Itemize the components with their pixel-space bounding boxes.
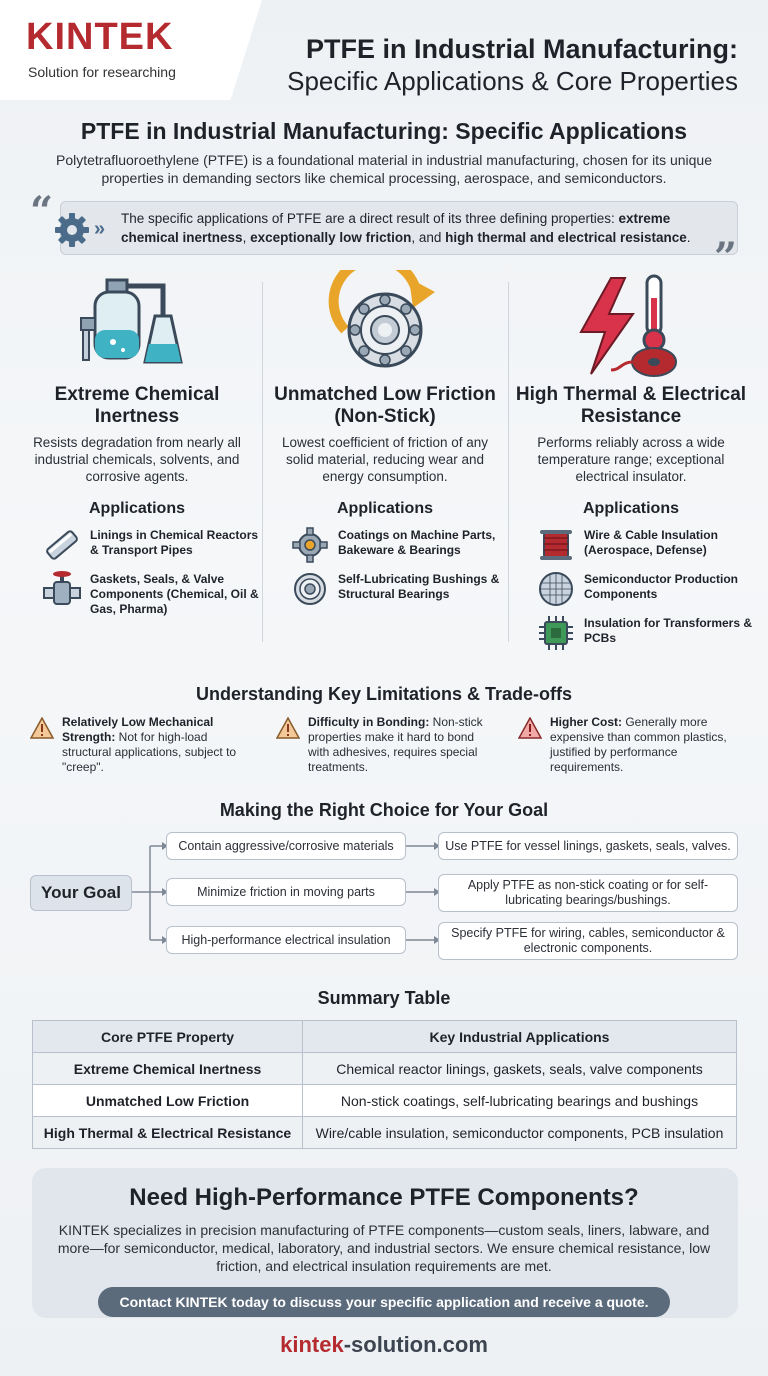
column-description: Performs reliably across a wide temperature range; exceptional electrical insulator. <box>537 435 725 484</box>
warning-icon <box>276 717 300 739</box>
page-title-line1: PTFE in Industrial Manufacturing: <box>306 34 738 64</box>
bearing-icon <box>290 570 330 608</box>
column-description: Resists degradation from nearly all industrial chemicals, solvents, and corrosive agents. <box>33 435 241 484</box>
goal-option: Contain aggressive/corrosive materials <box>166 832 406 860</box>
gear-icon <box>52 210 92 250</box>
applications-heading: Applications <box>582 500 679 517</box>
contact-button[interactable]: Contact KINTEK today to discuss your specific application and receive a quote. <box>98 1287 670 1317</box>
property-column-friction <box>262 270 508 650</box>
your-goal-label: Your Goal <box>30 875 132 911</box>
table-row <box>33 1117 737 1149</box>
application-item: Linings in Chemical Reactors & Transport Pipes <box>42 526 260 566</box>
property-column-chemical <box>14 270 260 650</box>
chip-icon <box>536 614 576 652</box>
header <box>0 0 768 104</box>
limitation-item: Difficulty in Bonding: Non-stick properties make it hard to bond with adhesives, requires special treatments. <box>276 715 496 777</box>
table-cell: Unmatched Low Friction <box>33 1085 303 1117</box>
wafer-icon <box>536 570 576 608</box>
property-column-thermal <box>508 270 754 650</box>
summary-table-heading: Summary Table <box>317 988 451 1008</box>
column-title: Extreme Chemical Inertness <box>54 384 220 427</box>
cta-heading: Need High-Performance PTFE Components? <box>129 1184 639 1211</box>
goal-result: Specify PTFE for wiring, cables, semiconductor & electronic components. <box>438 922 738 960</box>
column-description: Lowest coefficient of friction of any solid material, reducing wear and energy consumption. <box>281 435 489 484</box>
column-title: High Thermal & Electrical Resistance <box>515 384 747 427</box>
summary-table <box>32 1020 737 1149</box>
table-header: Core PTFE Property <box>33 1021 303 1053</box>
goal-heading: Making the Right Choice for Your Goal <box>219 800 549 820</box>
table-header-row <box>33 1021 737 1053</box>
table-header: Key Industrial Applications <box>303 1021 737 1053</box>
application-item: Coatings on Machine Parts, Bakeware & Bearings <box>290 526 508 566</box>
chemical-apparatus-icon <box>77 270 197 380</box>
applications-heading: Applications <box>88 500 185 517</box>
table-cell: Chemical reactor linings, gaskets, seals, valve components <box>303 1053 737 1085</box>
application-item: Insulation for Transformers & PCBs <box>536 614 754 654</box>
application-item: Wire & Cable Insulation (Aerospace, Defense) <box>536 526 754 566</box>
gear-icon <box>290 526 330 564</box>
open-quote-icon: “ <box>30 188 54 235</box>
bearing-icon <box>325 270 445 380</box>
footer-url-link[interactable]: kintek-solution.com <box>280 1332 488 1357</box>
intro-paragraph: Polytetrafluoroethylene (PTFE) is a foundational material in industrial manufacturing, chosen for its unique properties in demanding sectors like chemical processing, aerospace, and semiconductors. <box>55 152 712 186</box>
application-item: Self-Lubricating Bushings & Structural Bearings <box>290 570 508 610</box>
table-cell: Wire/cable insulation, semiconductor components, PCB insulation <box>303 1117 737 1149</box>
goal-result: Use PTFE for vessel linings, gaskets, seals, valves. <box>438 832 738 860</box>
double-chevron-icon: » <box>94 218 106 240</box>
applications-heading: Applications <box>336 500 433 517</box>
wire-spool-icon <box>536 526 576 564</box>
close-quote-icon: ” <box>714 234 738 281</box>
logo-tagline: Solution for researching <box>28 64 176 80</box>
table-row <box>33 1053 737 1085</box>
limitation-item: Relatively Low Mechanical Strength: Not for high-load structural applications, subject to "creep". <box>30 715 250 777</box>
limitation-item: Higher Cost: Generally more expensive than common plastics, justified by performance requirements. <box>518 715 738 777</box>
warning-icon <box>518 717 542 739</box>
page-title-line2: Specific Applications & Core Properties <box>287 66 738 96</box>
quote-text: The specific applications of PTFE are a direct result of its three defining properties: extreme chemical inertness, exceptionally low friction, and high thermal and electrical resistance. <box>121 211 691 245</box>
column-title: Unmatched Low Friction (Non-Stick) <box>274 384 496 427</box>
main-heading: PTFE in Industrial Manufacturing: Specific Applications <box>80 118 688 144</box>
goal-option: Minimize friction in moving parts <box>166 878 406 906</box>
goal-option: High-performance electrical insulation <box>166 926 406 954</box>
table-row <box>33 1085 737 1117</box>
table-cell: Non-stick coatings, self-lubricating bearings and bushings <box>303 1085 737 1117</box>
lightning-thermometer-icon <box>571 270 691 380</box>
limitations-heading: Understanding Key Limitations & Trade-offs <box>195 684 573 704</box>
cta-paragraph: KINTEK specializes in precision manufacturing of PTFE components—custom seals, liners, labware, and more—for semiconductor, medical, laboratory, and industrial sectors. We ensure chemical resistance, low friction, and electrical insulation requirements are met. <box>57 1222 711 1274</box>
application-item: Gaskets, Seals, & Valve Components (Chemical, Oil & Gas, Pharma) <box>42 570 260 610</box>
table-cell: Extreme Chemical Inertness <box>33 1053 303 1085</box>
valve-icon <box>42 570 82 608</box>
kintek-logo[interactable]: KINTEK <box>26 16 174 58</box>
goal-result: Apply PTFE as non-stick coating or for self-lubricating bearings/bushings. <box>438 874 738 912</box>
table-cell: High Thermal & Electrical Resistance <box>33 1117 303 1149</box>
warning-icon <box>30 717 54 739</box>
pipe-icon <box>42 526 82 564</box>
application-item: Semiconductor Production Components <box>536 570 754 610</box>
